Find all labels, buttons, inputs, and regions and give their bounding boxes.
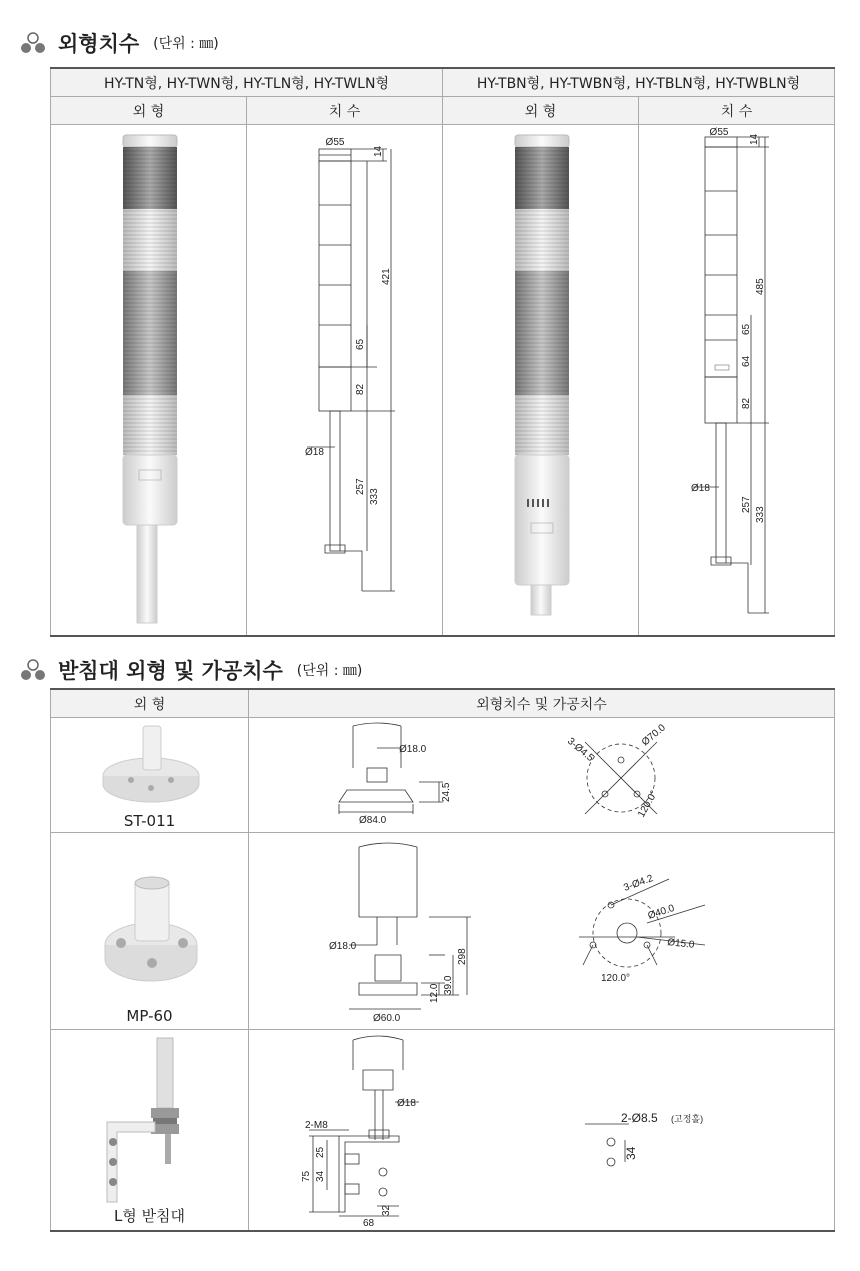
st011-angle: 120.0°	[636, 788, 661, 820]
dim-a-pole: 257	[355, 478, 366, 495]
st011-drawing	[249, 718, 835, 832]
dim-b-pole: 257	[741, 496, 753, 513]
lbracket-dims-cell	[249, 1030, 835, 1232]
dim-a-body: 421	[381, 268, 392, 285]
st011-dims-cell	[249, 718, 835, 833]
st011-pole-dia: Ø18.0	[399, 744, 427, 755]
section1-heading: 외형치수	[58, 32, 140, 56]
three-dots-icon	[18, 32, 48, 54]
section1-title	[18, 28, 219, 58]
mp60-angle: 120.0°	[601, 973, 631, 984]
lbracket-w68: 68	[363, 1218, 375, 1229]
tower-dimension-b	[639, 125, 835, 637]
dim-a-base: 82	[355, 383, 366, 395]
dim-b-pole-dia: Ø18	[691, 483, 710, 494]
tower-dimension-a	[247, 125, 443, 637]
lbracket-pitch: 34	[624, 1146, 638, 1160]
dim-a-top: 14	[373, 145, 384, 157]
col-dim-a: 치 수	[247, 97, 443, 125]
mp60-photo-cell	[51, 833, 249, 1030]
lbracket-label: L형 받침대	[113, 1207, 186, 1225]
mp60-h3: 298	[457, 948, 468, 965]
mp60-pole-dia: Ø18.0	[329, 941, 357, 952]
dimension-drawing	[247, 125, 443, 635]
mp60-label: MP-60	[126, 1007, 173, 1025]
st011-base-dia: Ø84.0	[359, 815, 387, 826]
st011-height: 24.5	[441, 782, 452, 802]
dim-a-tier: 65	[355, 338, 366, 350]
mp60-h2: 39.0	[443, 975, 454, 995]
lbracket-drawing	[249, 1030, 835, 1230]
section2-title	[18, 655, 362, 685]
lbracket-w32: 32	[381, 1204, 392, 1216]
tower-lamp-image-b	[443, 125, 639, 635]
group-a-header: HY-TN형, HY-TWN형, HY-TLN형, HY-TWLN형	[51, 68, 443, 97]
col-outer: 외 형	[51, 689, 249, 718]
lbracket-image	[51, 1030, 249, 1230]
col-outer-b: 외 형	[443, 97, 639, 125]
st011-photo-cell	[51, 718, 249, 833]
dim-b-body: 485	[755, 278, 767, 295]
mp60-h1: 12.0	[429, 983, 440, 1003]
tower-lamp-image	[51, 125, 247, 635]
three-dots-icon	[18, 659, 48, 681]
col-outer-a: 외 형	[51, 97, 247, 125]
dim-b-total: 333	[755, 506, 767, 523]
dimension-table	[50, 67, 835, 637]
base-table	[50, 688, 835, 1232]
dim-a-total: 333	[369, 488, 380, 505]
lbracket-holes-note: (고정홀)	[671, 1114, 704, 1124]
mp60-inner: Ø15.0	[666, 937, 695, 951]
section2-unit: (단위 : ㎜)	[296, 663, 363, 679]
col-dims: 외형치수 및 가공치수	[249, 689, 835, 718]
lbracket-h75: 75	[301, 1170, 312, 1182]
dim-b-buzzer: 64	[741, 355, 753, 367]
st011-label: ST-011	[123, 812, 176, 830]
lbracket-photo-cell	[51, 1030, 249, 1232]
dim-b-tier: 65	[741, 323, 753, 335]
mp60-image	[51, 833, 249, 1029]
mp60-base-dia: Ø60.0	[373, 1013, 401, 1024]
section2-heading: 받침대 외형 및 가공치수	[58, 659, 283, 683]
lbracket-holes: 2-Ø8.5	[621, 1111, 658, 1125]
col-dim-b: 치 수	[639, 97, 835, 125]
dim-b-diameter: Ø55	[709, 127, 729, 138]
mp60-drawing	[249, 833, 835, 1029]
dim-a-diameter: Ø55	[325, 137, 345, 148]
lbracket-h25: 25	[315, 1146, 326, 1158]
tower-photo-b	[443, 125, 639, 637]
group-b-header: HY-TBN형, HY-TWBN형, HY-TBLN형, HY-TWBLN형	[443, 68, 835, 97]
section1-unit: (단위 : ㎜)	[153, 36, 219, 52]
mp60-pcd: Ø40.0	[646, 902, 676, 922]
mp60-dims-cell	[249, 833, 835, 1030]
dim-b-base: 82	[741, 397, 753, 409]
st011-pcd: Ø70.0	[639, 722, 668, 749]
dim-b-top: 14	[749, 133, 761, 145]
lbracket-pole-dia: Ø18	[397, 1098, 416, 1109]
mp60-holes: 3-Ø4.2	[622, 873, 655, 894]
dimension-drawing-b	[639, 125, 835, 635]
dim-a-pole-dia: Ø18	[305, 447, 324, 458]
lbracket-screw: 2-M8	[305, 1120, 328, 1131]
tower-photo-a	[51, 125, 247, 637]
st011-holes: 3-Ø4.5	[565, 735, 596, 764]
lbracket-h34: 34	[315, 1170, 326, 1182]
